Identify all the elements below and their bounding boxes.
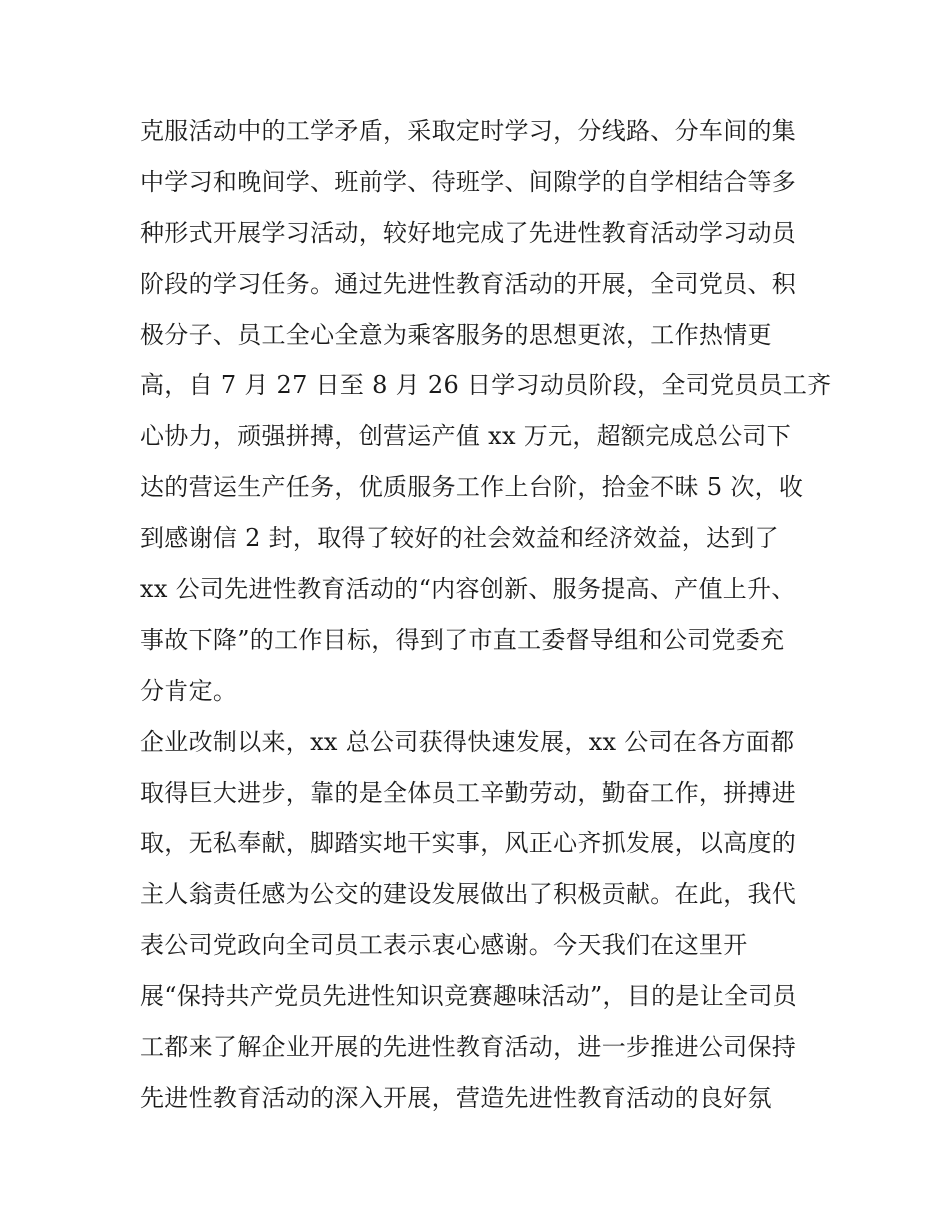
- text-line: 表公司党政向全司员工表示衷心感谢。今天我们在这里开: [140, 931, 748, 960]
- text-line: 分肯定。: [140, 676, 238, 705]
- text-line: 到感谢信 2 封，取得了较好的社会效益和经济效益，达到了: [140, 524, 779, 553]
- body-text: [140, 106, 830, 1124]
- text-line: 展“保持共产党员先进性知识竞赛趣味活动”，目的是让全司员: [140, 982, 797, 1011]
- text-line: 主人翁责任感为公交的建设发展做出了积极贡献。在此，我代: [140, 880, 797, 909]
- text-line: xx 公司先进性教育活动的“内容创新、服务提高、产值上升、: [140, 575, 796, 604]
- text-line: 阶段的学习任务。通过先进性教育活动的开展，全司党员、积: [140, 269, 797, 298]
- text-line: 事故下降”的工作目标，得到了市直工委督导组和公司党委充: [140, 625, 785, 654]
- text-line: 取得巨大进步，靠的是全体员工辛勤劳动，勤奋工作，拼搏进: [140, 778, 797, 807]
- text-line: 企业改制以来，xx 总公司获得快速发展，xx 公司在各方面都: [140, 727, 795, 756]
- text-line: 先进性教育活动的深入开展，营造先进性教育活动的良好氛: [140, 1083, 772, 1112]
- text-line: 极分子、员工全心全意为乘客服务的思想更浓，工作热情更: [140, 320, 772, 349]
- text-line: 心协力，顽强拼搏，创营运产值 xx 万元，超额完成总公司下: [140, 422, 792, 451]
- text-line: 中学习和晚间学、班前学、待班学、间隙学的自学相结合等多: [140, 167, 797, 196]
- text-line: 种形式开展学习活动，较好地完成了先进性教育活动学习动员: [140, 218, 797, 247]
- text-line: 高，自 7 月 27 日至 8 月 26 日学习动员阶段，全司党员员工齐: [140, 371, 832, 400]
- text-line: 取，无私奉献，脚踏实地干实事，风正心齐抓发展，以高度的: [140, 829, 797, 858]
- text-line: 克服活动中的工学矛盾，采取定时学习，分线路、分车间的集: [140, 117, 797, 145]
- text-line: 工都来了解企业开展的先进性教育活动，进一步推进公司保持: [140, 1033, 797, 1062]
- text-line: 达的营运生产任务，优质服务工作上台阶，拾金不昧 5 次，收: [140, 473, 804, 502]
